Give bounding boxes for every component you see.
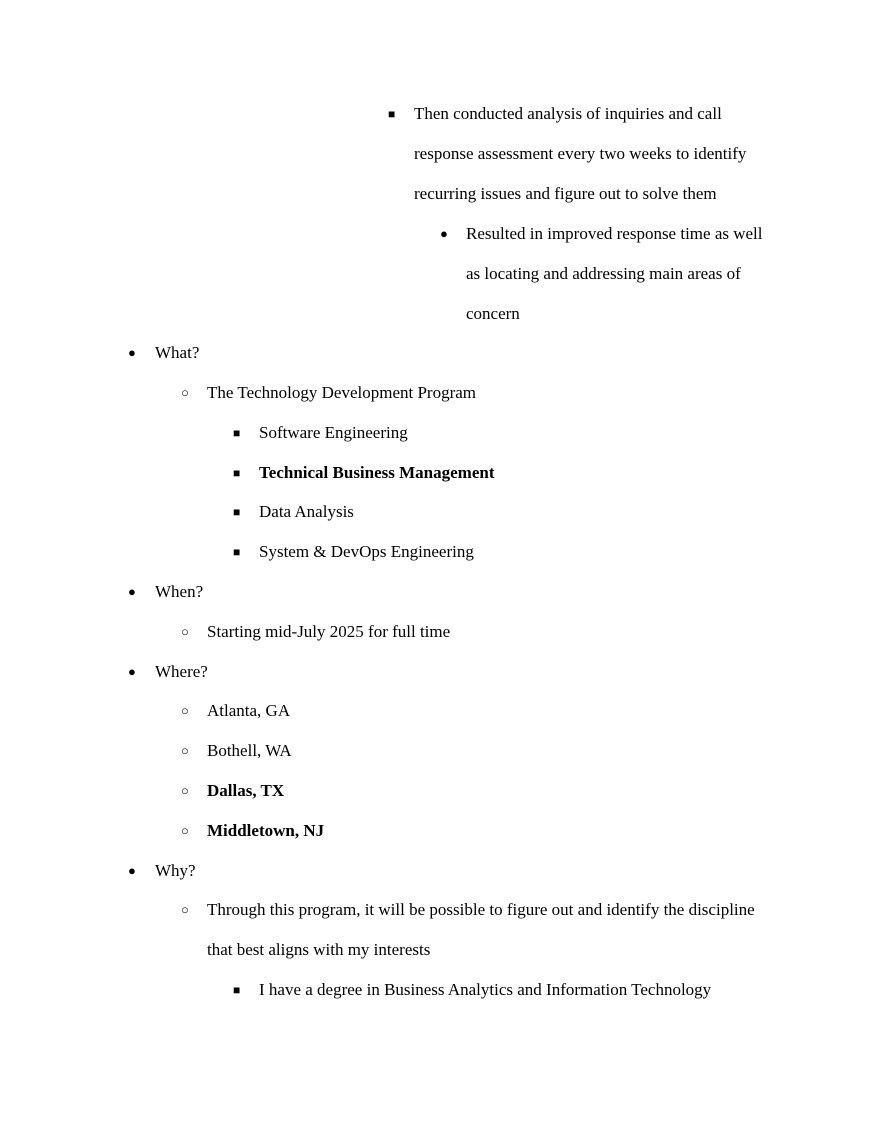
location-item: Middletown, NJ (207, 821, 325, 840)
program-name: The Technology Development Program (207, 383, 477, 402)
list-item-text: Resulted in improved response time as well (466, 224, 763, 243)
section-label: When? (155, 582, 204, 601)
circle-bullet-icon: ○ (181, 783, 189, 798)
why-reason-text: Through this program, it will be possible to figure out and identify the discipline (207, 900, 755, 919)
circle-bullet-icon: ○ (181, 385, 189, 400)
disc-bullet-icon: ● (128, 345, 136, 360)
section-label: Where? (155, 662, 208, 681)
square-bullet-icon: ■ (233, 505, 241, 519)
circle-bullet-icon: ○ (181, 624, 189, 639)
disc-bullet-icon: ● (128, 664, 136, 679)
disc-bullet-icon: ● (440, 226, 448, 241)
list-item-text: recurring issues and figure out to solve them (414, 184, 717, 203)
circle-bullet-icon: ○ (181, 902, 189, 917)
square-bullet-icon: ■ (233, 426, 241, 440)
circle-bullet-icon: ○ (181, 823, 189, 838)
square-bullet-icon: ■ (233, 545, 241, 559)
location-item: Bothell, WA (207, 741, 292, 760)
circle-bullet-icon: ○ (181, 703, 189, 718)
discipline-item: Data Analysis (259, 502, 354, 521)
location-item: Dallas, TX (207, 781, 285, 800)
discipline-item: System & DevOps Engineering (259, 542, 474, 561)
why-detail: I have a degree in Business Analytics and Information Technology (259, 980, 712, 999)
why-reason-text: that best aligns with my interests (207, 940, 431, 959)
list-item-text: as locating and addressing main areas of (466, 264, 741, 283)
list-item-text: Then conducted analysis of inquiries and call (414, 104, 722, 123)
section-label: Why? (155, 861, 196, 880)
square-bullet-icon: ■ (233, 983, 241, 997)
circle-bullet-icon: ○ (181, 743, 189, 758)
discipline-item: Software Engineering (259, 423, 408, 442)
list-item-text: response assessment every two weeks to identify (414, 144, 747, 163)
square-bullet-icon: ■ (233, 466, 241, 480)
disc-bullet-icon: ● (128, 584, 136, 599)
location-item: Atlanta, GA (207, 701, 291, 720)
discipline-item: Technical Business Management (259, 463, 495, 482)
square-bullet-icon: ■ (388, 107, 396, 121)
section-label: What? (155, 343, 200, 362)
when-detail: Starting mid-July 2025 for full time (207, 622, 451, 641)
list-item-text: concern (466, 304, 520, 323)
disc-bullet-icon: ● (128, 863, 136, 878)
